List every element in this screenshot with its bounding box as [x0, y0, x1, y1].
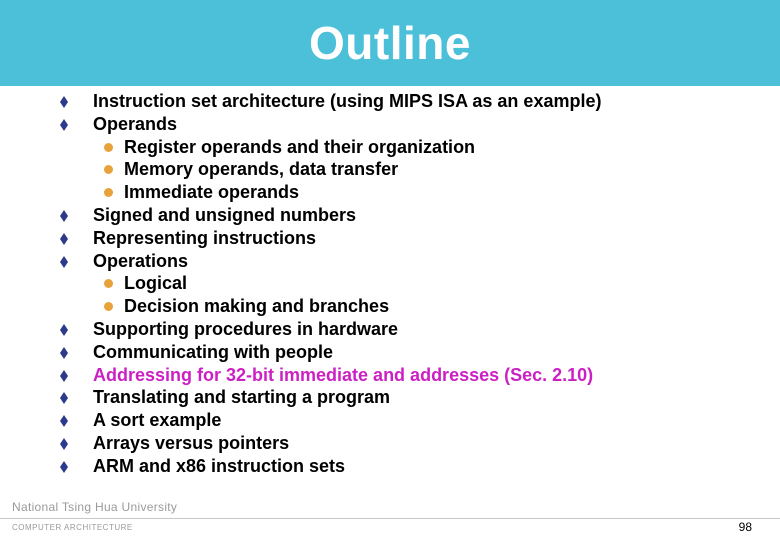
outline-item-text: Instruction set architecture (using MIPS ISA as an example): [93, 91, 602, 111]
dot-bullet-icon: [104, 188, 113, 197]
footer-divider: [0, 518, 780, 519]
outline-item: [60, 364, 760, 387]
university-name: National Tsing Hua University: [12, 500, 178, 514]
diamond-bullet-icon: [60, 370, 68, 382]
outline-item: [60, 386, 760, 409]
diamond-bullet-icon: [60, 438, 68, 450]
diamond-bullet-icon: [60, 392, 68, 404]
outline-item: [60, 204, 760, 227]
outline-subitem: [60, 136, 760, 159]
outline-item-text: Decision making and branches: [124, 296, 390, 317]
outline-item: [60, 318, 760, 341]
outline-item: [60, 90, 760, 113]
outline-item: [60, 227, 760, 250]
outline-item: [60, 341, 760, 364]
footer: [0, 492, 780, 540]
diamond-bullet-icon: [60, 210, 68, 222]
outline-item-text: Communicating with people: [93, 341, 334, 362]
outline-item: [60, 409, 760, 432]
diamond-bullet-icon: [60, 347, 68, 359]
outline-subitem: [60, 158, 760, 181]
outline-item-text: Immediate operands: [124, 182, 300, 203]
diamond-bullet-icon: [60, 256, 68, 268]
outline-item-text: ARM and x86 instruction sets: [93, 455, 346, 476]
outline-subitem: [60, 295, 760, 318]
outline-item: [60, 250, 760, 273]
outline-item-text: Addressing for 32-bit immediate and addresses (Sec. 2.10): [93, 364, 594, 385]
slide-title: Outline: [309, 17, 471, 69]
outline-item: [60, 455, 760, 478]
outline-subitem: [60, 181, 760, 204]
diamond-bullet-icon: [60, 119, 68, 131]
diamond-bullet-icon: [60, 415, 68, 427]
dot-bullet-icon: [104, 279, 113, 288]
outline-item: [60, 432, 760, 455]
outline-item-text: Register operands and their organization: [124, 136, 476, 157]
outline-item-text: Logical: [124, 273, 188, 294]
course-name: COMPUTER ARCHITECTURE: [12, 523, 133, 532]
outline-item-text: Memory operands, data transfer: [124, 159, 399, 180]
diamond-bullet-icon: [60, 461, 68, 473]
outline-item-text: Arrays versus pointers: [93, 432, 290, 453]
dot-bullet-icon: [104, 143, 113, 152]
diamond-bullet-icon: [60, 96, 68, 108]
outline-item-text: Operands: [93, 113, 178, 134]
outline-item-text: Signed and unsigned numbers: [93, 204, 357, 225]
outline-item-text: Supporting procedures in hardware: [93, 318, 399, 339]
outline-item-text: A sort example: [93, 410, 222, 431]
dot-bullet-icon: [104, 165, 113, 174]
diamond-bullet-icon: [60, 324, 68, 336]
dot-bullet-icon: [104, 302, 113, 311]
outline-item-text: Representing instructions: [93, 227, 317, 248]
page-number: 98: [738, 520, 752, 534]
outline-subitem: [60, 272, 760, 295]
diamond-bullet-icon: [60, 233, 68, 245]
outline-item: [60, 113, 760, 136]
outline-list: [60, 90, 760, 478]
outline-item-text: Translating and starting a program: [93, 387, 391, 408]
outline-item-text: Operations: [93, 250, 189, 271]
title-bar: [0, 0, 780, 86]
